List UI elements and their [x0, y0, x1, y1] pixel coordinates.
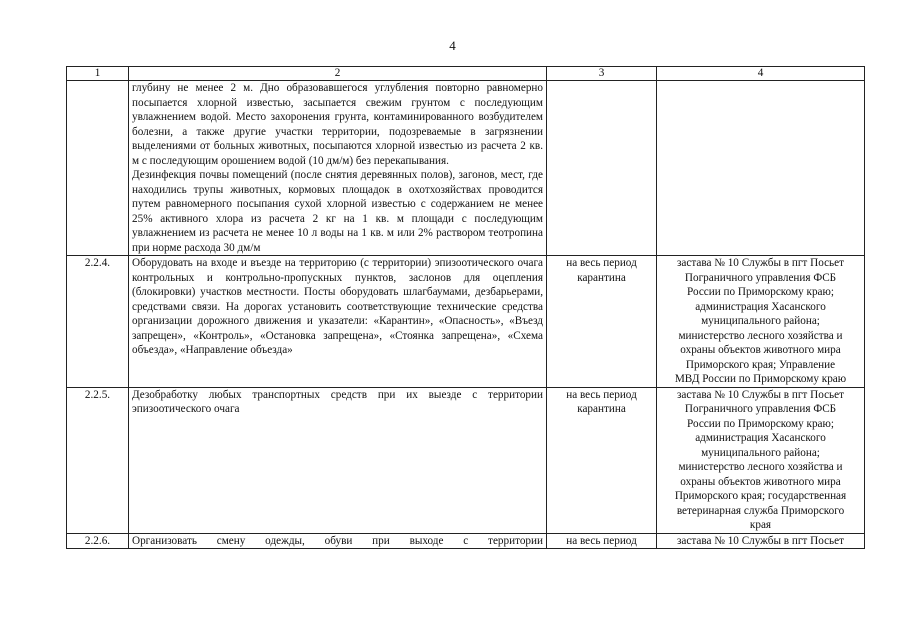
- period-line: карантина: [577, 403, 626, 415]
- measures-table: [66, 66, 865, 549]
- period-cell: [547, 387, 657, 533]
- responsible-line: администрация Хасанского: [695, 300, 826, 313]
- measure-paragraph: Дезинфекция почвы помещений (после снятия деревянных полов), загонов, мест, где находились трупы животных, кормовых площадок в охотхозяйствах проводится путем равномерного посыпания сухой хлорной известью с содержанием не менее 25% активного хлора из расчета 2 кг на 1 кв. м площади с последующим увлажнением из расчета не менее 10 л воды на 1 кв. м или 2% раствором теотропина при норме расхода 30 дм/м: [132, 169, 543, 254]
- responsible-cell: [657, 256, 865, 388]
- responsible-line: министерство лесного хозяйства и: [678, 461, 843, 473]
- table-header-row: [67, 67, 865, 81]
- period-cell: [547, 256, 657, 388]
- measure-text: [129, 256, 547, 388]
- responsible-line: Приморского края; Управление: [685, 358, 836, 371]
- period-cell: на весь период: [547, 533, 657, 549]
- responsible-line: Пограничного управления ФСБ: [684, 403, 837, 415]
- period-line: на весь период: [566, 388, 637, 401]
- header-col-2: 2: [129, 67, 547, 81]
- responsible-cell: застава № 10 Службы в пгт Посьет: [657, 533, 865, 549]
- responsible-line: России по Приморскому краю;: [687, 417, 834, 430]
- period-cell: [547, 81, 657, 256]
- responsible-line: охраны объектов животного мира: [680, 475, 841, 488]
- header-col-3: 3: [547, 67, 657, 81]
- table-row: [67, 81, 865, 256]
- page-number: 4: [449, 38, 456, 53]
- measure-text: [129, 387, 547, 533]
- responsible-line: МВД России по Приморскому краю: [674, 373, 847, 385]
- row-number: 2.2.5.: [67, 387, 129, 533]
- responsible-line: охраны объектов животного мира: [680, 344, 841, 356]
- responsible-line: застава № 10 Службы в пгт Посьет: [677, 257, 844, 269]
- header-col-1: 1: [67, 67, 129, 81]
- row-number: 2.2.6.: [67, 533, 129, 549]
- table-row: [67, 387, 865, 533]
- period-line: на весь период: [566, 257, 637, 269]
- responsible-line: министерство лесного хозяйства и: [678, 329, 843, 342]
- row-number: 2.2.4.: [67, 256, 129, 388]
- measure-paragraph: Организовать смену одежды, обуви при выходе с территории: [132, 534, 543, 547]
- responsible-line: ветеринарная служба Приморского: [676, 504, 845, 517]
- responsible-line: муниципального района;: [701, 315, 820, 327]
- measure-paragraph: Оборудовать на входе и въезде на территорию (с территории) эпизоотического очага контрольных и контрольно-пропускных пунктов, заслонов для оцепления (блокировки) участков местности. Посты оборудовать шлагбаумами, дезбарьерами, средствами связи. На дорогах установить соответствующие технические средства организации дорожного движения и указатели: «Карантин», «Опасность», «Въезд запрещен», «Контроль», «Остановка запрещена», «Стоянка запрещена», «Схема объезда», «Направление объезда»: [132, 257, 543, 356]
- measure-paragraph: Дезобработку любых транспортных средств при их выезде с территории эпизоотического очага: [132, 388, 543, 415]
- responsible-line: муниципального района;: [701, 446, 820, 459]
- responsible-line: России по Приморскому краю;: [687, 286, 834, 298]
- measure-text: [129, 533, 547, 549]
- responsible-line: Пограничного управления ФСБ: [684, 271, 837, 284]
- responsible-line: Приморского края; государственная: [674, 490, 847, 502]
- responsible-line: края: [749, 519, 772, 531]
- table-row: [67, 533, 865, 549]
- table-row: [67, 256, 865, 388]
- responsible-cell: [657, 387, 865, 533]
- row-number: [67, 81, 129, 256]
- responsible-line: администрация Хасанского: [695, 432, 826, 444]
- responsible-cell: [657, 81, 865, 256]
- period-line: карантина: [577, 271, 626, 284]
- header-col-4: 4: [657, 67, 865, 81]
- responsible-line: застава № 10 Службы в пгт Посьет: [677, 388, 844, 401]
- measure-text: [129, 81, 547, 256]
- measure-paragraph: глубину не менее 2 м. Дно образовавшегося углубления повторно равномерно посыпается хлорной известью, засыпается свежим грунтом с последующим увлажнением водой. Место захоронения грунта, контаминированного возбудителем болезни, а также другие участки территории, подозреваемые в загрязнении выделениями от больных животных, посыпаются хлорной известью из расчета 2 кв. м с последующим орошением водой (10 дм/м) без перекапывания.: [132, 82, 543, 167]
